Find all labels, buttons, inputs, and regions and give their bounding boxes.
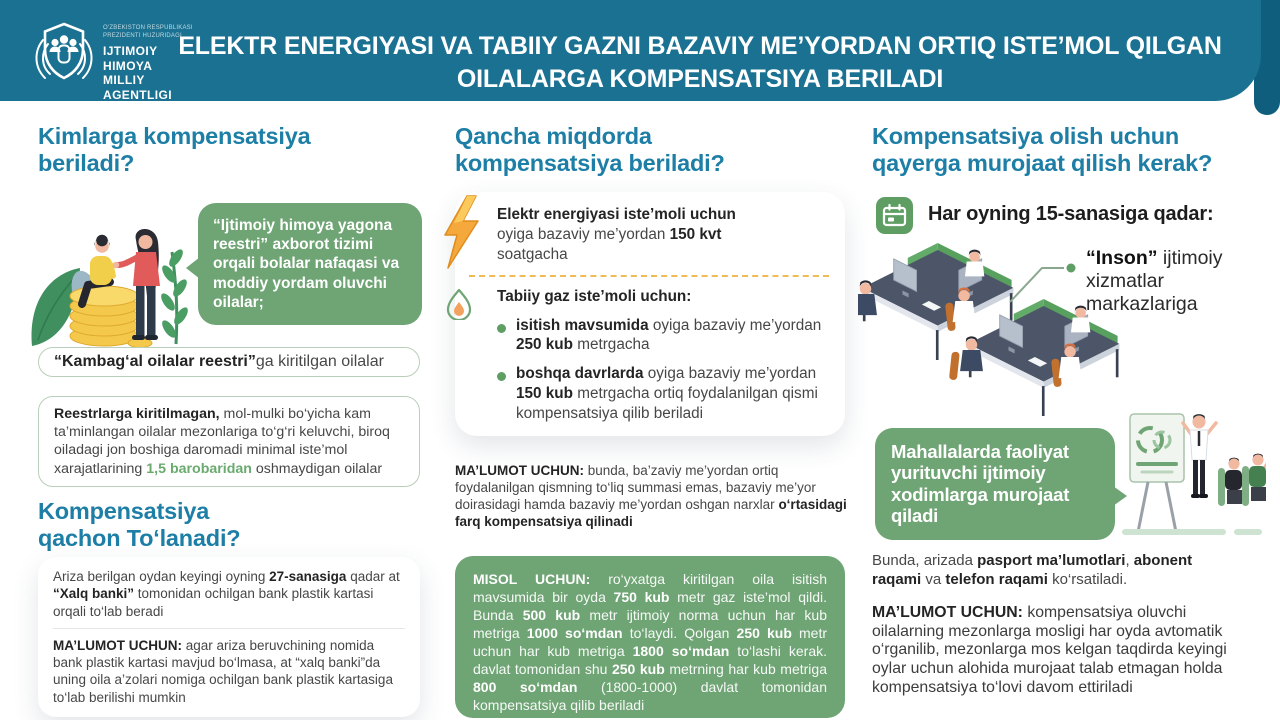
heading-line: Qancha miqdorda: [455, 123, 652, 149]
amount-note: [455, 462, 847, 531]
electricity-detail: oyiga bazaviy me’yordan 150 kvt soatgacha: [497, 225, 722, 263]
flame-icon: [445, 288, 473, 320]
agency-logo-icon: [32, 19, 96, 83]
gas-bullet-item: [497, 364, 829, 424]
speech-bubble-registry: [198, 203, 422, 325]
agency-name-line: IJTIMOIY: [103, 44, 158, 58]
gas-bullet-item: [497, 316, 829, 356]
section-heading-who: [38, 123, 418, 178]
divider: [53, 628, 405, 629]
section-heading-amount: [455, 123, 847, 178]
agency-name-line: AGENTLIGI: [103, 87, 172, 102]
poster-title: [160, 30, 1240, 95]
payment-note: MA’LUMOT UCHUN: agar ariza beruvchining nomida bank plastik kartasi mavjud bo‘lmasa, at “xalq banki”da uning oila a’zolari nomiga ochilgan bank plastik kartasiga to‘lab berilishi mumkin: [53, 637, 393, 705]
heading-line: beriladi?: [38, 150, 135, 177]
agency-subtitle-line: O‘ZBEKISTON RESPUBLIKASI: [103, 25, 193, 31]
agency-subtitle-line: PREZIDENTI HUZURIDAGI: [103, 32, 182, 39]
bubble-text: Mahallalarda faoliyat yurituvchi ijtimoiy xodimlarga murojaat qiladi: [891, 441, 1070, 527]
example-box: [455, 556, 845, 718]
heading-line: qayerga murojaat qilish kerak?: [872, 150, 1213, 177]
calendar-icon: [876, 197, 913, 234]
speech-bubble-mahalla: [875, 428, 1115, 540]
callout-line-icon: [1008, 256, 1080, 304]
gas-title: Tabiiy gaz iste’moli uchun:: [497, 287, 692, 305]
heading-line: kompensatsiya beriladi?: [455, 150, 725, 177]
green-dot-icon: [497, 324, 506, 333]
electricity-title: Elektr energiyasi iste’moli uchun: [497, 206, 736, 223]
agency-name-line: MILLIY: [103, 73, 145, 88]
info-box-poor-registry: [38, 347, 420, 377]
green-dot-icon: [497, 372, 506, 381]
auto-renewal-note: [872, 604, 1246, 697]
heading-line: Kompensatsiya: [38, 498, 210, 524]
poster-title-line: OILALARGA KOMPENSATSIYA BERILADI: [456, 64, 944, 93]
paragraph-text: MA’LUMOT UCHUN: kompensatsiya oluvchi oilalarning mezonlarga mosligi har oyda avtomatik o‘rganilib, mezonlarga mos kelgan taqdirda keyingi oylar uchun alohida murojaat talab etmagan holda kompensatsiya to‘lovi davom ettiriladi: [872, 604, 1227, 696]
callout-text: “Inson” ijtimoiy xizmatlar markazlariga: [1086, 247, 1223, 315]
bubble-text: “Ijtimoiy himoya yagona reestri” axborot tizimi orqali bolalar nafaqasi va moddiy yordam oluvchi oilalar;: [213, 217, 400, 311]
amount-card: [455, 192, 845, 436]
electricity-item: [497, 205, 753, 265]
gas-bullet-text: isitish mavsumida oyiga bazaviy me’yordan 250 kub metrgacha: [516, 316, 822, 354]
agency-name-line: HIMOYA: [103, 58, 153, 73]
lightning-icon: [438, 195, 484, 269]
application-details-text: [872, 551, 1212, 589]
flipchart-illustration: [1118, 408, 1266, 538]
example-text: MISOL UCHUN: ro‘yxatga kiritilgan oila isitish mavsumida bir oyda 750 kub metr gaz iste’mol qildi. Bunda 500 kub metr ijtimoiy norma uchun har kub metriga 1000 so‘mdan to‘laydi. Qolgan 250 kub metr uchun har kub metriga 1800 so‘mdan to‘lashi kerak. davlat tomonidan shu 250 kub metrning har kub metriga 800 so‘mdan (1800-1000) davlat tomonidan kompensatsiya qilib beriladi: [473, 571, 827, 714]
section-heading-when-paid: [38, 498, 418, 553]
header-banner: [0, 0, 1261, 101]
heading-line: Kimlarga kompensatsiya: [38, 123, 311, 149]
paragraph-text: Bunda, arizada pasport ma’lumotlari, abonent raqami va telefon raqami ko‘rsatiladi.: [872, 552, 1193, 589]
deadline-text: Har oyning 15-sanasiga qadar:: [928, 203, 1214, 225]
note-text: MA’LUMOT UCHUN: bunda, ba’zaviy me’yordan ortiq foydalanilgan qismning to‘liq summasi emas, bazaviy me’yor doirasidagi hamda bazaviy me’yordan oshgan narxlar o‘rtasidagi farq kompensatsiya qilinadi: [455, 463, 847, 530]
poster-title-line: ELEKTR ENERGIYASI VA TABIIY GAZNI BAZAVIY ME’YORDAN ORTIQ ISTE’MOL QILGAN: [178, 32, 1222, 60]
payment-info-card: [38, 557, 420, 717]
section-heading-where: [872, 123, 1268, 178]
dashed-divider: [469, 275, 829, 277]
callout-inson-centers: [1086, 247, 1264, 315]
gas-bullet-text: boshqa davrlarda oyiga bazaviy me’yordan 150 kub metrgacha ortiq foydalanilgan qismi kompensatsiya qilib beriladi: [516, 365, 818, 422]
info-box-text: Reestrlarga kiritilmagan, mol-mulki bo‘yicha kam ta’minlangan oilalar mezonlariga to‘g‘ri keluvchi, biroq oiladagi jon boshiga daromadi minimal iste’mol xarajatlarining 1,5 barobaridan oshmaydigan oilalar: [54, 406, 390, 477]
info-box-text: “Kambag‘al oilalar reestri”ga kiritilgan oilalar: [54, 353, 384, 370]
payment-paragraph: Ariza berilgan oydan keyingi oyning 27-sanasiga qadar at “Xalq banki” tomonidan ochilgan bank plastik kartasi orqali to‘lab beradi: [53, 569, 400, 619]
heading-line: Kompensatsiya olish uchun: [872, 123, 1180, 149]
heading-line: qachon To‘lanadi?: [38, 525, 241, 552]
family-coins-illustration: [26, 198, 200, 350]
info-box-not-registered: [38, 396, 420, 487]
